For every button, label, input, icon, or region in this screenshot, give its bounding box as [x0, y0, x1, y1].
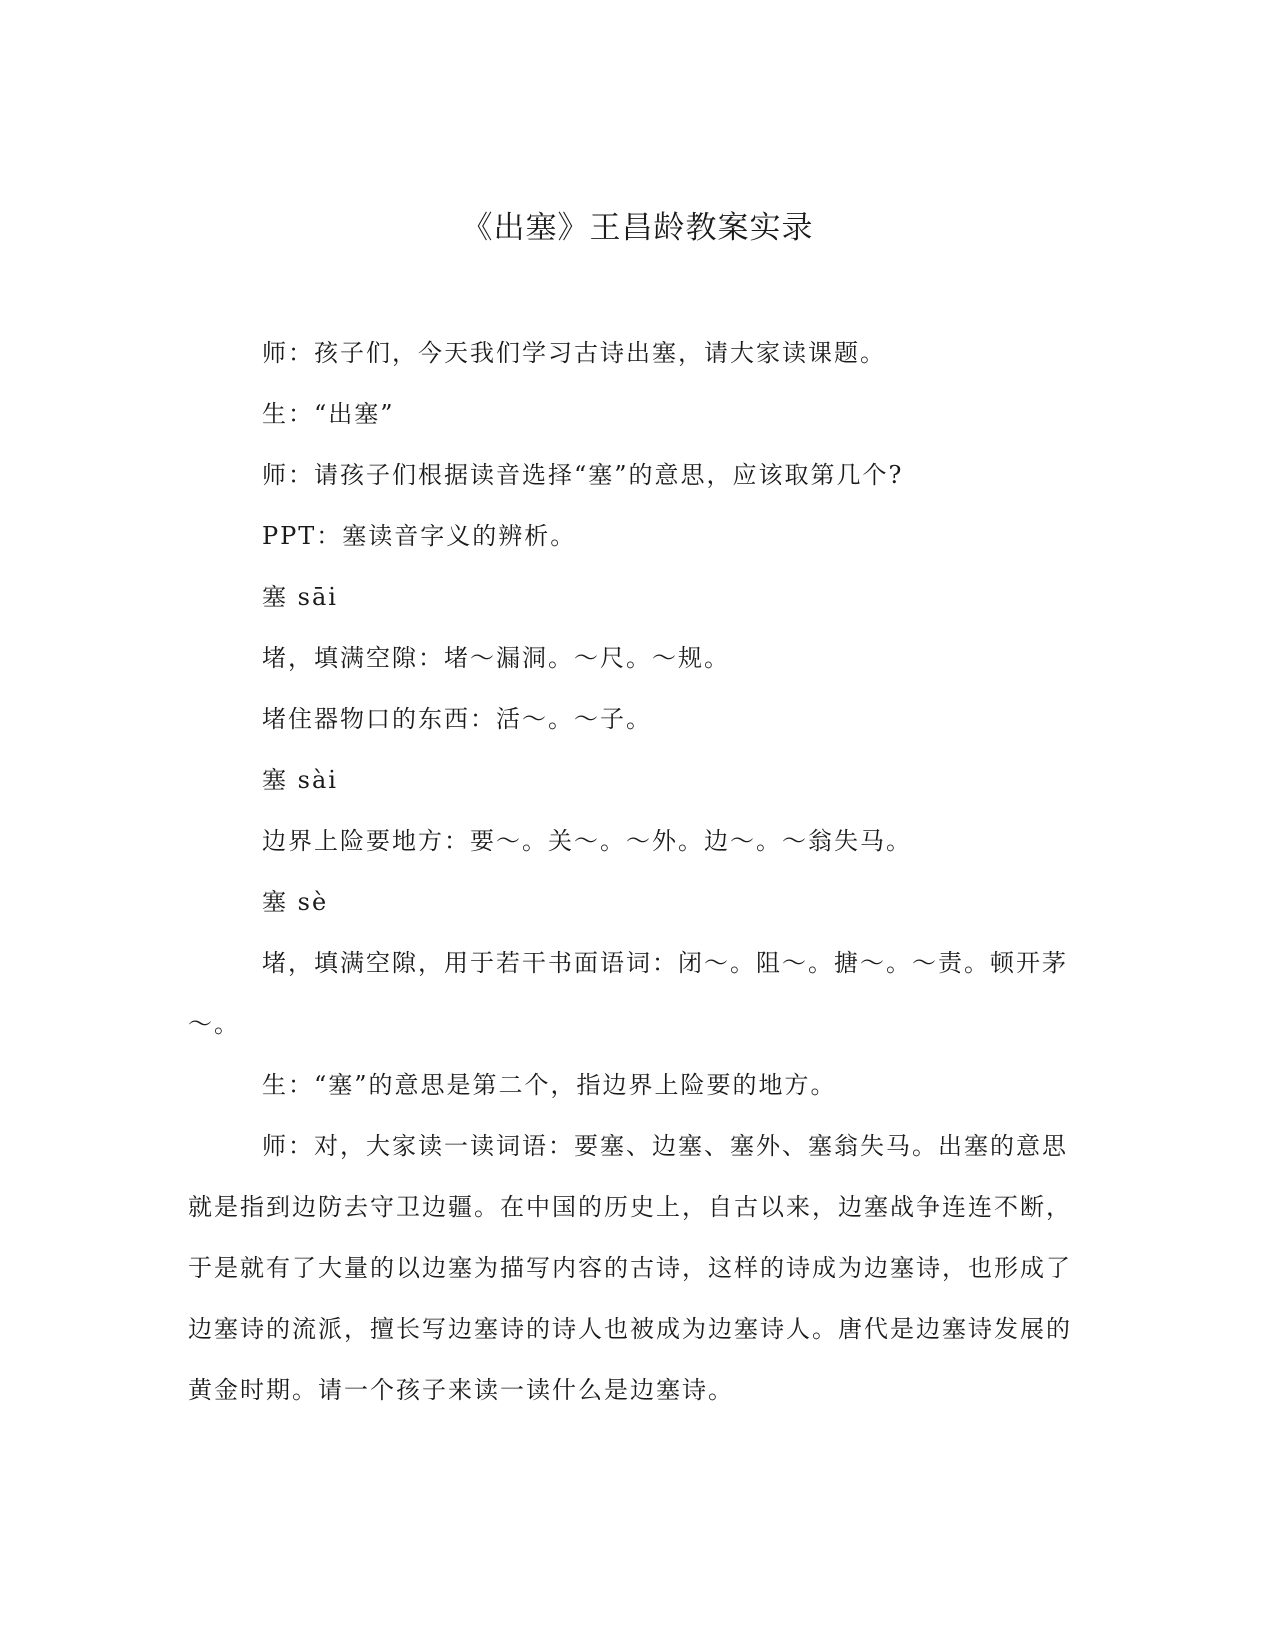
- paragraph-teacher-intro: 师：孩子们，今天我们学习古诗出塞，请大家读课题。: [262, 339, 886, 367]
- paragraph-definition-sai1-b: 堵住器物口的东西：活～。～子。: [262, 705, 652, 733]
- paragraph-teacher-explanation: 师：对，大家读一读词语：要塞、边塞、塞外、塞翁失马。出塞的意思就是指到边防去守卫边疆。在中国的历史上，自古以来，边塞战争连连不断，于是就有了大量的以边塞为描写内容的古诗，这样的诗成为边塞诗，也形成了边塞诗的流派，擅长写边塞诗的诗人也被成为边塞诗人。唐代是边塞诗发展的黄金时期。请一个孩子来读一读什么是边塞诗。: [188, 1132, 1072, 1404]
- paragraph-student-reply: 生：“出塞”: [262, 400, 395, 428]
- paragraph-definition-sai1-a: 堵，填满空隙：堵～漏洞。～尺。～规。: [262, 644, 730, 672]
- paragraph-ppt-heading: PPT：塞读音字义的辨析。: [262, 522, 577, 550]
- paragraph-pinyin-sai4: 塞 sài: [262, 766, 338, 794]
- paragraph-pinyin-se4: 塞 sè: [262, 888, 329, 916]
- paragraph-definition-sai4: 边界上险要地方：要～。关～。～外。边～。～翁失马。: [262, 827, 912, 855]
- paragraph-pinyin-sai1: 塞 sāi: [262, 583, 338, 611]
- paragraph-student-answer: 生：“塞”的意思是第二个，指边界上险要的地方。: [262, 1071, 837, 1099]
- paragraph-definition-se4: 堵，填满空隙，用于若干书面语词：闭～。阻～。搪～。～责。顿开茅～。: [188, 949, 1068, 1038]
- document-body: [188, 323, 1078, 1421]
- document-title: 《出塞》王昌龄教案实录: [461, 210, 814, 246]
- paragraph-teacher-question: 师：请孩子们根据读音选择“塞”的意思，应该取第几个?: [262, 461, 904, 489]
